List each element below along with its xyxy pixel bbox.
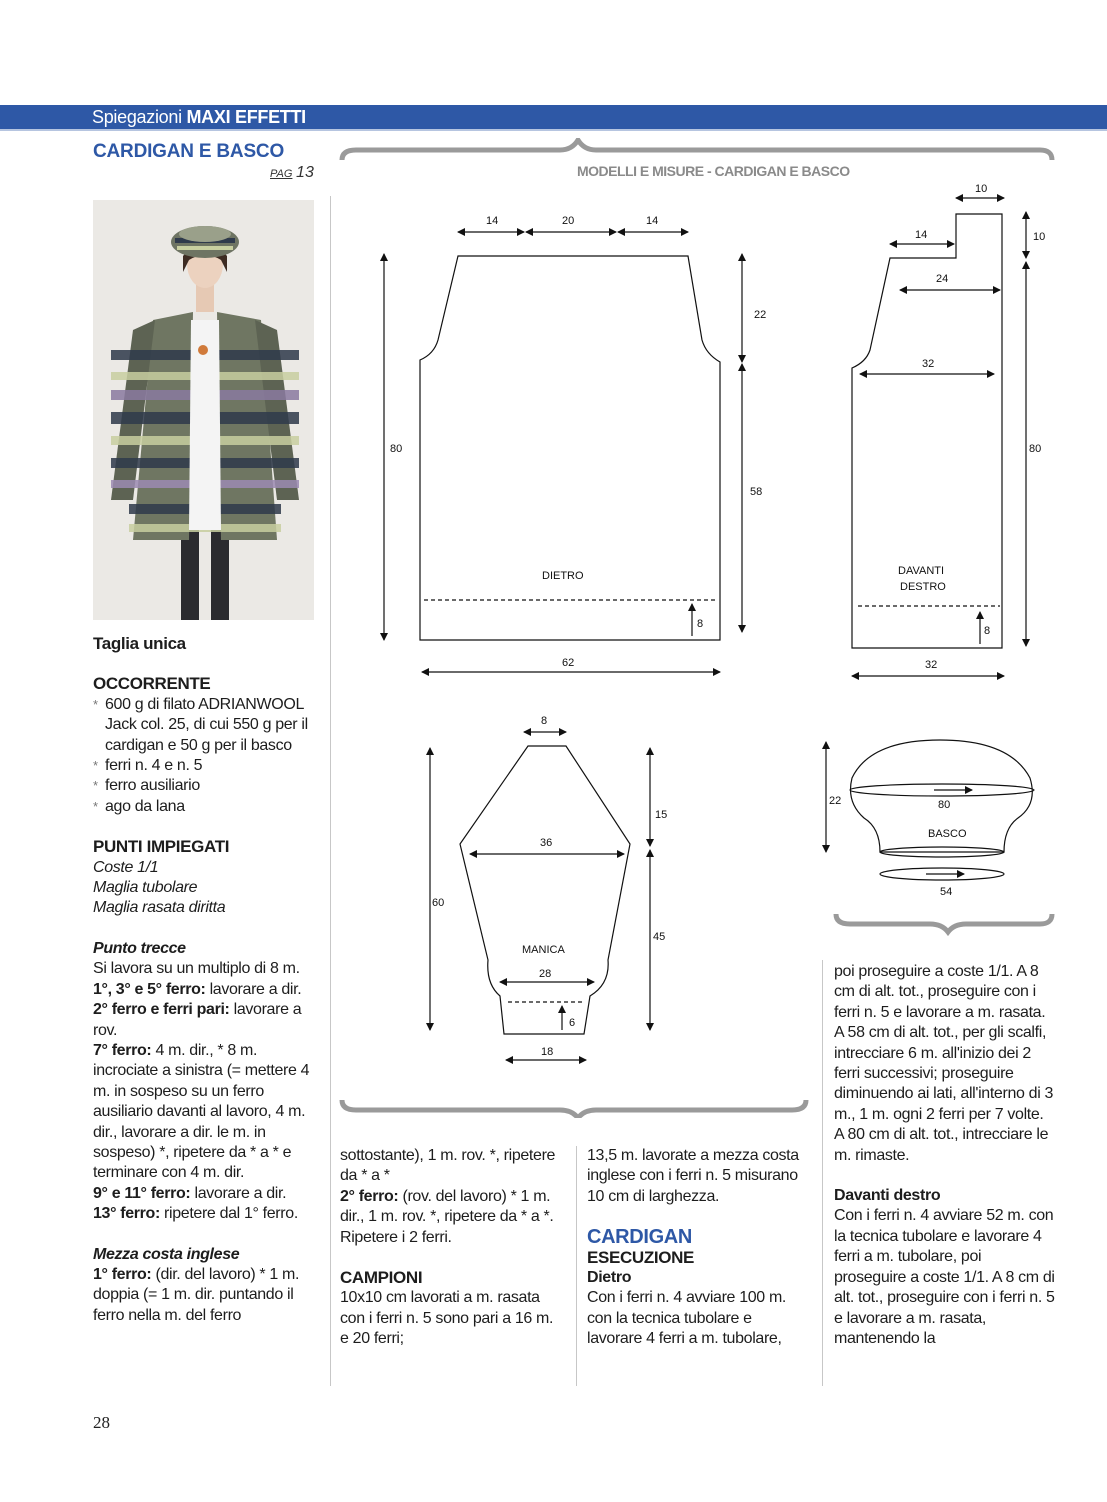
occorrente-heading: OCCORRENTE — [93, 674, 211, 694]
text-column-2 — [340, 1146, 562, 1350]
manica-dim-15: 15 — [655, 809, 668, 821]
manica-dim-18: 18 — [541, 1046, 554, 1058]
model-photo — [93, 200, 314, 620]
paragraph: 13,5 m. lavorate a mezza costa inglese con i ferri n. 5 misurano 10 cm di larghezza. — [587, 1147, 799, 1205]
punti-heading: PUNTI IMPIEGATI — [93, 837, 230, 857]
top-bracket — [342, 140, 1052, 160]
trecce-intro: Si lavora su un multiplo di 8 m. — [93, 960, 300, 978]
basco-dim-54: 54 — [940, 886, 953, 898]
dietro-dim-14a: 14 — [486, 215, 499, 227]
header-underline — [0, 129, 1107, 131]
mezza-costa-heading: Mezza costa inglese — [93, 1245, 240, 1263]
paragraph: 10x10 cm lavorati a m. rasata con i ferri n. 5 sono pari a 16 m. e 20 ferri; — [340, 1289, 554, 1348]
page-ref-number: 13 — [296, 164, 314, 181]
row-instruction: 1° ferro: (dir. del lavoro) * 1 m. doppia (= 1 m. dir. puntando il ferro nella m. del ferro — [93, 1265, 300, 1324]
davanti-dim-10-side: 10 — [1033, 231, 1046, 243]
trecce-heading: Punto trecce — [93, 939, 186, 957]
text-column-4 — [834, 962, 1056, 1349]
dietro-dim-62: 62 — [562, 657, 575, 669]
stitch-item: Coste 1/1 — [93, 858, 159, 876]
dietro-heading: Dietro — [587, 1269, 632, 1287]
paragraph: Con i ferri n. 4 avviare 100 m. con la tecnica tubolare e lavorare 4 ferri a m. tubolare, — [587, 1289, 787, 1348]
materials-item: * ferro ausiliario — [93, 776, 315, 796]
dietro-dim-22: 22 — [754, 309, 767, 321]
bottom-bracket-right — [836, 914, 1052, 932]
row-instruction: 9° e 11° ferro: lavorare a dir. — [93, 1184, 287, 1202]
section-header — [92, 107, 306, 128]
article-page-ref — [270, 164, 314, 182]
davanti-dim-80: 80 — [1029, 443, 1042, 455]
esecuzione-heading: ESECUZIONE — [587, 1247, 695, 1267]
dietro-dim-8: 8 — [697, 618, 704, 630]
section-title: MAXI EFFETTI — [186, 107, 306, 127]
davanti-dim-24: 24 — [936, 273, 949, 285]
paragraph: sottostante), 1 m. rov. *, ripetere da * a * — [340, 1147, 556, 1185]
davanti-heading: Davanti destro — [834, 1187, 941, 1205]
row-instruction: 7° ferro: 4 m. dir., * 8 m. incrociate a sinistra (= mettere 4 m. in sospeso su un ferro ausiliario davanti al lavoro, 4 m. dir., lavorare a dir. le m. in sospeso) *, ripetere da * a * e terminare con 4 m. dir. — [93, 1041, 310, 1182]
row-instruction: 2° ferro: (rov. del lavoro) * 1 m. dir., 1 m. rov. *, ripetere da * a *. — [340, 1187, 554, 1226]
row-instruction: 13° ferro: ripetere dal 1° ferro. — [93, 1205, 298, 1223]
materials-item: * 600 g di filato ADRIANWOOL Jack col. 25, di cui 550 g per il cardigan e 50 g per il basco — [93, 695, 315, 756]
column-rule-2 — [576, 1146, 577, 1386]
stitch-item: Maglia tubolare — [93, 879, 198, 897]
section-label: Spiegazioni — [92, 107, 182, 127]
davanti-label-1: DAVANTI — [898, 565, 945, 577]
bottom-bracket-left — [342, 1100, 806, 1118]
size-heading: Taglia unica — [93, 634, 186, 653]
manica-dim-45: 45 — [653, 931, 666, 943]
row-instruction: 1°, 3° e 5° ferro: lavorare a dir. — [93, 980, 302, 998]
article-title: CARDIGAN E BASCO — [93, 141, 285, 162]
text-column-1 — [93, 634, 315, 1326]
paragraph: poi proseguire a coste 1/1. A 8 cm di alt. tot., proseguire con i ferri n. 5 e lavorare a m. rasata. A 58 cm di alt. tot., per gli scalfi, intrecciare 6 m. all'inizio dei 2 ferri successivi; proseguire diminuendo ai lati, all'interno di 3 m., 1 m. ogni 2 ferri per 7 volte. A 80 cm di alt. tot., intrecciare le m. rimaste. — [834, 963, 1054, 1164]
basco-dim-22: 22 — [829, 795, 842, 807]
paragraph: Ripetere i 2 ferri. — [340, 1228, 452, 1246]
cardigan-heading: CARDIGAN — [587, 1226, 692, 1249]
manica-dim-28: 28 — [539, 968, 552, 980]
manica-dim-60: 60 — [432, 897, 445, 909]
dietro-dim-80: 80 — [390, 443, 403, 455]
text-column-3 — [587, 1146, 809, 1350]
manica-dim-6: 6 — [569, 1017, 576, 1029]
basco-label: BASCO — [928, 828, 967, 840]
page-number: 28 — [93, 1413, 110, 1432]
section-header-bar — [0, 105, 1107, 129]
dietro-dim-20: 20 — [562, 215, 575, 227]
materials-item: * ferri n. 4 e n. 5 — [93, 756, 315, 776]
basco-dim-80: 80 — [938, 799, 951, 811]
materials-item: * ago da lana — [93, 797, 315, 817]
dietro-dim-14b: 14 — [646, 215, 659, 227]
manica-piece — [430, 732, 650, 1060]
campioni-heading: CAMPIONI — [340, 1268, 423, 1288]
manica-label: MANICA — [522, 944, 565, 956]
davanti-dim-10-top: 10 — [975, 183, 988, 195]
manica-dim-8: 8 — [541, 715, 548, 727]
row-instruction: 2° ferro e ferri pari: lavorare a rov. — [93, 1001, 302, 1039]
manica-dim-36: 36 — [540, 837, 553, 849]
davanti-dim-14: 14 — [915, 229, 928, 241]
dietro-dim-58: 58 — [750, 486, 763, 498]
paragraph: Con i ferri n. 4 avviare 52 m. con la tecnica tubolare e lavorare 4 ferri a m. tubolare, poi proseguire a coste 1/1. A 8 cm di alt. tot., proseguire con i ferri n. 5 e lavorare a m. rasata, mantenendo la — [834, 1207, 1055, 1347]
davanti-label-2: DESTRO — [900, 581, 946, 593]
dietro-piece — [384, 232, 742, 672]
dietro-label: DIETRO — [542, 570, 584, 582]
stitch-item: Maglia rasata diritta — [93, 899, 226, 917]
davanti-dim-8: 8 — [984, 625, 991, 637]
diagram-title: MODELLI E MISURE - CARDIGAN E BASCO — [577, 163, 850, 179]
davanti-dim-32-lower: 32 — [925, 659, 938, 671]
davanti-destro-piece — [852, 198, 1026, 676]
davanti-dim-32-upper: 32 — [922, 358, 935, 370]
basco-piece — [826, 740, 1034, 880]
page-ref-label: PAG — [270, 168, 293, 180]
